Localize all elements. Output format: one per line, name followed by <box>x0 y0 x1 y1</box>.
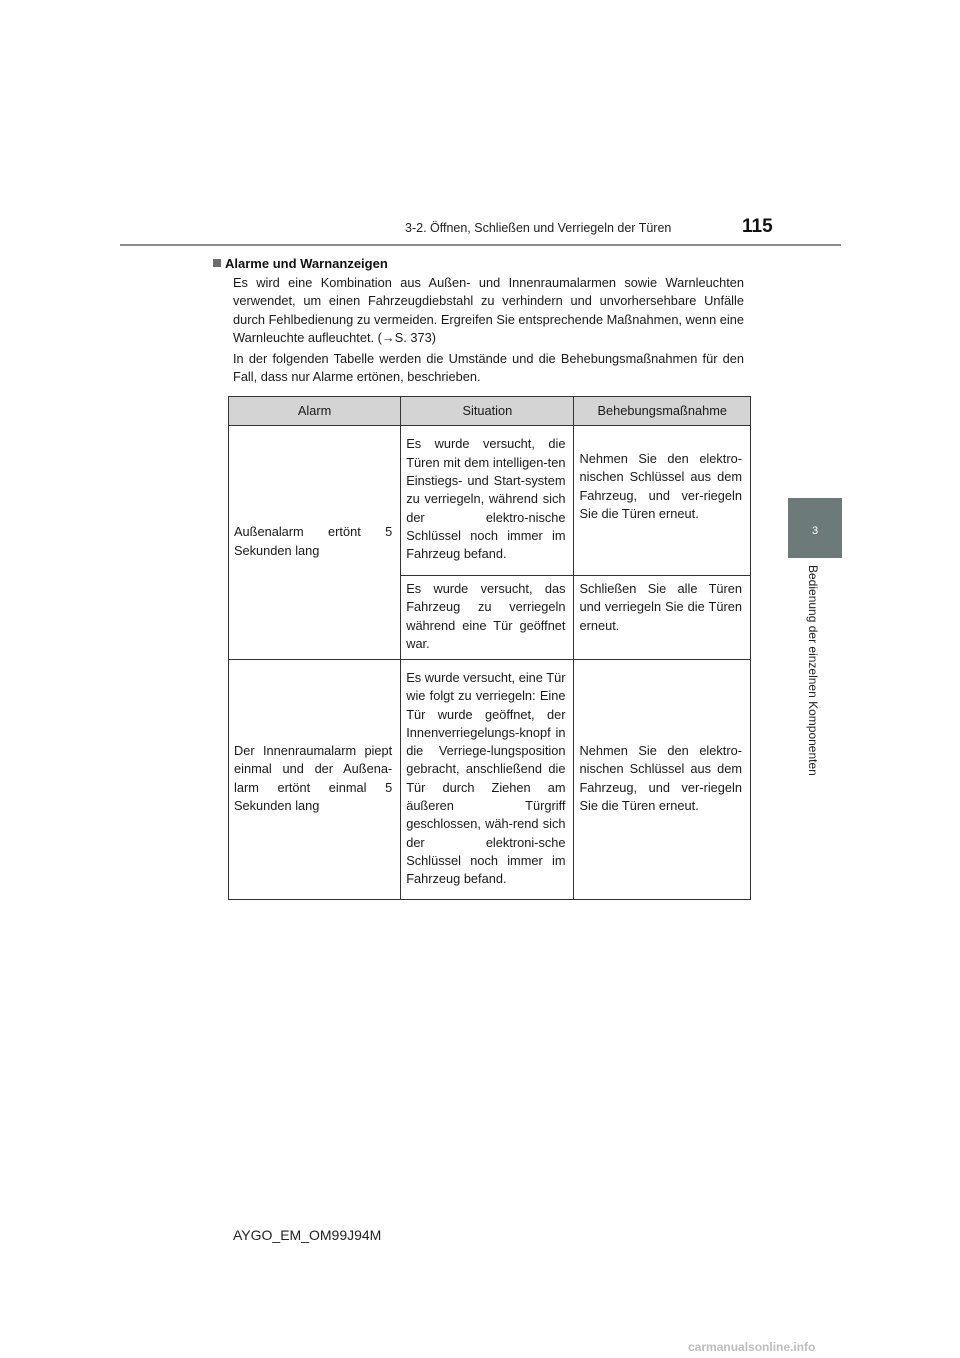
remedy-cell: Nehmen Sie den elektro-nischen Schlüssel aus dem Fahrzeug, und ver-riegeln Sie die Türen erneut. <box>574 426 751 576</box>
chapter-tab-number: 3 <box>811 525 819 537</box>
alarm-table <box>228 396 751 900</box>
section-title: 3-2. Öffnen, Schließen und Verriegeln der Türen <box>405 221 672 235</box>
header-divider <box>120 244 841 246</box>
section-heading <box>213 256 388 271</box>
watermark: carmanualsonline.info <box>688 1340 816 1354</box>
square-bullet-icon <box>213 259 221 267</box>
alarm-cell: Außenalarm ertönt 5 Sekunden lang <box>229 426 401 660</box>
remedy-cell: Schließen Sie alle Türen und verriegeln Sie die Türen erneut. <box>574 576 751 660</box>
column-header-alarm: Alarm <box>229 397 401 426</box>
section-heading-text: Alarme und Warnanzeigen <box>225 256 388 271</box>
chapter-tab-label: Bedienung der einzelnen Komponenten <box>806 565 820 776</box>
table-header-row <box>229 397 751 426</box>
column-header-situation: Situation <box>401 397 574 426</box>
table-intro-paragraph: In der folgenden Tabelle werden die Umstände und die Behebungsmaßnahmen für den Fall, dass nur Alarme ertönen, beschrieben. <box>233 351 744 385</box>
intro-paragraph: Es wird eine Kombination aus Außen- und Innenraumalarmen sowie Warnleuchten verwendet, um einen Fahrzeugdiebstahl zu verhindern und unvorhersehbare Unfälle durch Fehlbedienung zu vermeiden. Ergreifen Sie entsprechende Maßnahmen, wenn eine Warnleuchte aufleuchtet. (→S. 373) <box>233 275 744 345</box>
situation-cell: Es wurde versucht, die Türen mit dem intelligen-ten Einstiegs- und Start-system zu verriegeln, während sich der elektro-nische Schlüssel noch immer im Fahrzeug befand. <box>401 426 574 576</box>
situation-cell: Es wurde versucht, das Fahrzeug zu verriegeln während eine Tür geöffnet war. <box>401 576 574 660</box>
table-row <box>229 660 751 900</box>
column-header-remedy: Behebungsmaßnahme <box>574 397 751 426</box>
table-row <box>229 426 751 576</box>
situation-cell: Es wurde versucht, eine Tür wie folgt zu verriegeln: Eine Tür wurde geöffnet, der Innenverriegelungs-knopf in die Verriege-lungsposition gebracht, anschließend die Tür durch Ziehen am äußeren Türgriff geschlossen, wäh-rend sich der elektroni-sche Schlüssel noch immer im Fahrzeug befand. <box>401 660 574 900</box>
page-number: 115 <box>742 216 773 237</box>
alarm-cell: Der Innenraumalarm piept einmal und der Außena-larm ertönt einmal 5 Sekunden lang <box>229 660 401 900</box>
document-code: AYGO_EM_OM99J94M <box>233 1227 382 1243</box>
remedy-cell: Nehmen Sie den elektro-nischen Schlüssel aus dem Fahrzeug, und ver-riegeln Sie die Türen erneut. <box>574 660 751 900</box>
